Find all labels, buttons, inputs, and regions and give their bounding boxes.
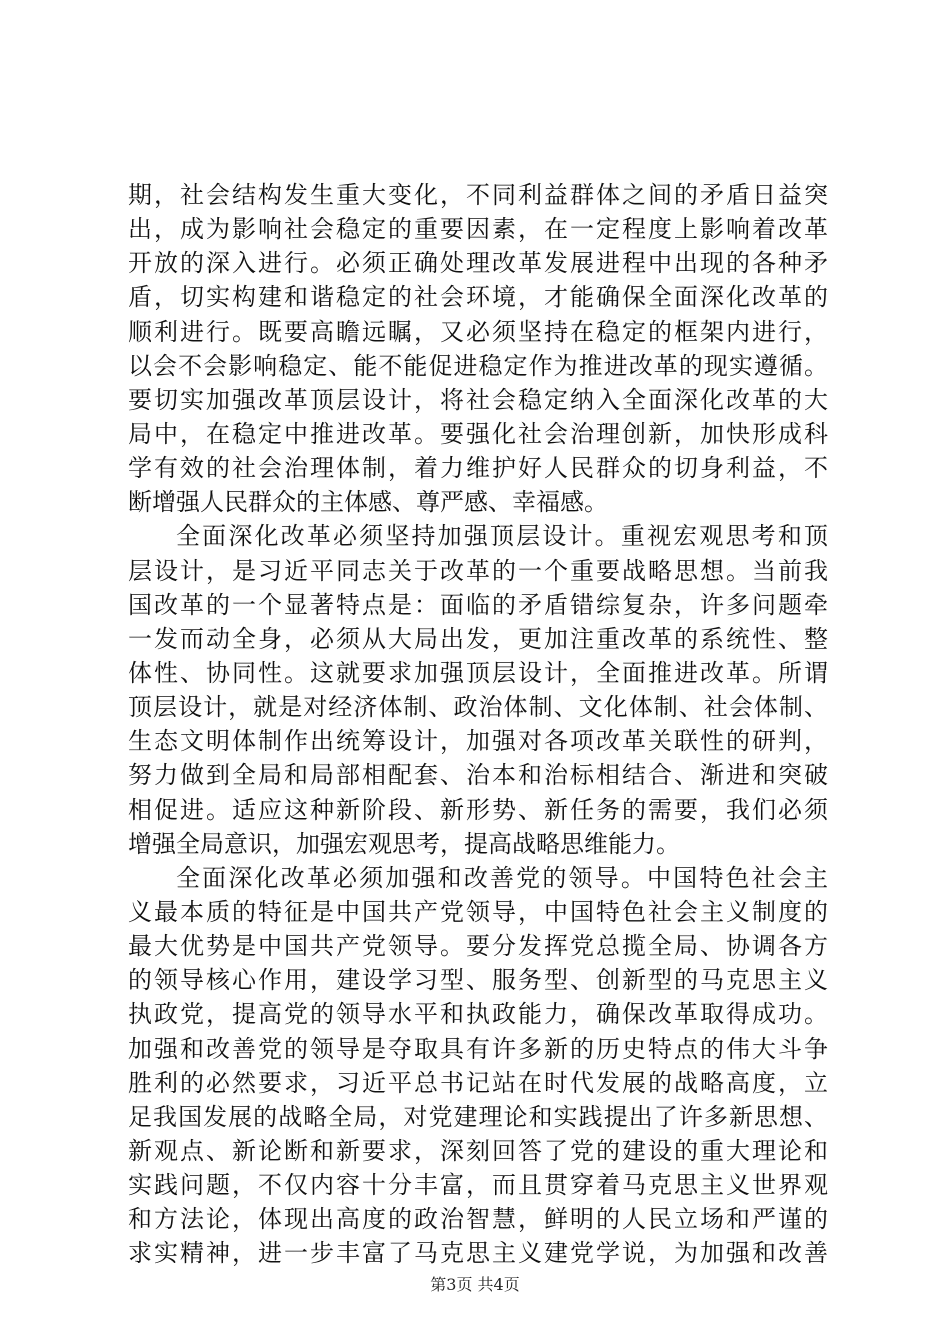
text-line: 要切实加强改革顶层设计，将社会稳定纳入全面深化改革的大 [128, 385, 828, 414]
text-line: 开放的深入进行。必须正确处理改革发展进程中出现的各种矛 [128, 249, 828, 278]
text-line: 相促进。适应这种新阶段、新形势、新任务的需要，我们必须 [128, 795, 828, 824]
text-line: 实践问题，不仅内容十分丰富，而且贯穿着马克思主义世界观 [128, 1171, 828, 1200]
text-line: 增强全局意识，加强宏观思考，提高战略思维能力。 [128, 829, 680, 858]
text-line: 出，成为影响社会稳定的重要因素，在一定程度上影响着改革 [128, 215, 828, 244]
text-line: 生态文明体制作出统筹设计，加强对各项改革关联性的研判， [128, 727, 828, 756]
text-line: 执政党，提高党的领导水平和执政能力，确保改革取得成功。 [128, 1000, 828, 1029]
page-number-footer: 第3页 共4页 [430, 1275, 520, 1294]
paragraph-first-line: 全面深化改革必须加强和改善党的领导。中国特色社会主 [176, 863, 828, 892]
text-line: 最大优势是中国共产党领导。要分发挥党总揽全局、协调各方 [128, 932, 828, 961]
text-line: 的领导核心作用，建设学习型、服务型、创新型的马克思主义 [128, 966, 828, 995]
text-line: 足我国发展的战略全局，对党建理论和实践提出了许多新思想、 [128, 1102, 828, 1131]
text-line: 期，社会结构发生重大变化，不同利益群体之间的矛盾日益突 [128, 181, 828, 209]
text-line: 以会不会影响稳定、能不能促进稳定作为推进改革的现实遵循。 [128, 351, 828, 380]
text-line: 新观点、新论断和新要求，深刻回答了党的建设的重大理论和 [128, 1136, 828, 1165]
text-line: 求实精神，进一步丰富了马克思主义建党学说，为加强和改善 [128, 1239, 828, 1268]
text-line: 胜利的必然要求，习近平总书记站在时代发展的战略高度，立 [128, 1068, 828, 1097]
text-line: 努力做到全局和局部相配套、治本和治标相结合、渐进和突破 [128, 761, 828, 790]
text-line: 局中，在稳定中推进改革。要强化社会治理创新，加快形成科 [128, 419, 828, 448]
text-line: 顶层设计，就是对经济体制、政治体制、文化体制、社会体制、 [128, 693, 828, 722]
text-line: 层设计，是习近平同志关于改革的一个重要战略思想。当前我 [128, 556, 828, 585]
text-line: 体性、协同性。这就要求加强顶层设计，全面推进改革。所谓 [128, 658, 828, 687]
text-line: 一发而动全身，必须从大局出发，更加注重改革的系统性、整 [128, 624, 828, 653]
text-line: 加强和改善党的领导是夺取具有许多新的历史特点的伟大斗争 [128, 1034, 828, 1063]
body-text [128, 178, 828, 1271]
text-line: 断增强人民群众的主体感、尊严感、幸福感。 [128, 488, 608, 517]
text-line: 盾，切实构建和谐稳定的社会环境，才能确保全面深化改革的 [128, 283, 828, 312]
text-line: 国改革的一个显著特点是：面临的矛盾错综复杂，许多问题牵 [128, 590, 828, 619]
text-line: 义最本质的特征是中国共产党领导，中国特色社会主义制度的 [128, 897, 828, 926]
text-line: 学有效的社会治理体制，着力维护好人民群众的切身利益，不 [128, 454, 828, 483]
text-line: 顺利进行。既要高瞻远瞩，又必须坚持在稳定的框架内进行， [128, 317, 828, 346]
paragraph-first-line: 全面深化改革必须坚持加强顶层设计。重视宏观思考和顶 [176, 522, 828, 551]
text-line: 和方法论，体现出高度的政治智慧，鲜明的人民立场和严谨的 [128, 1205, 828, 1234]
